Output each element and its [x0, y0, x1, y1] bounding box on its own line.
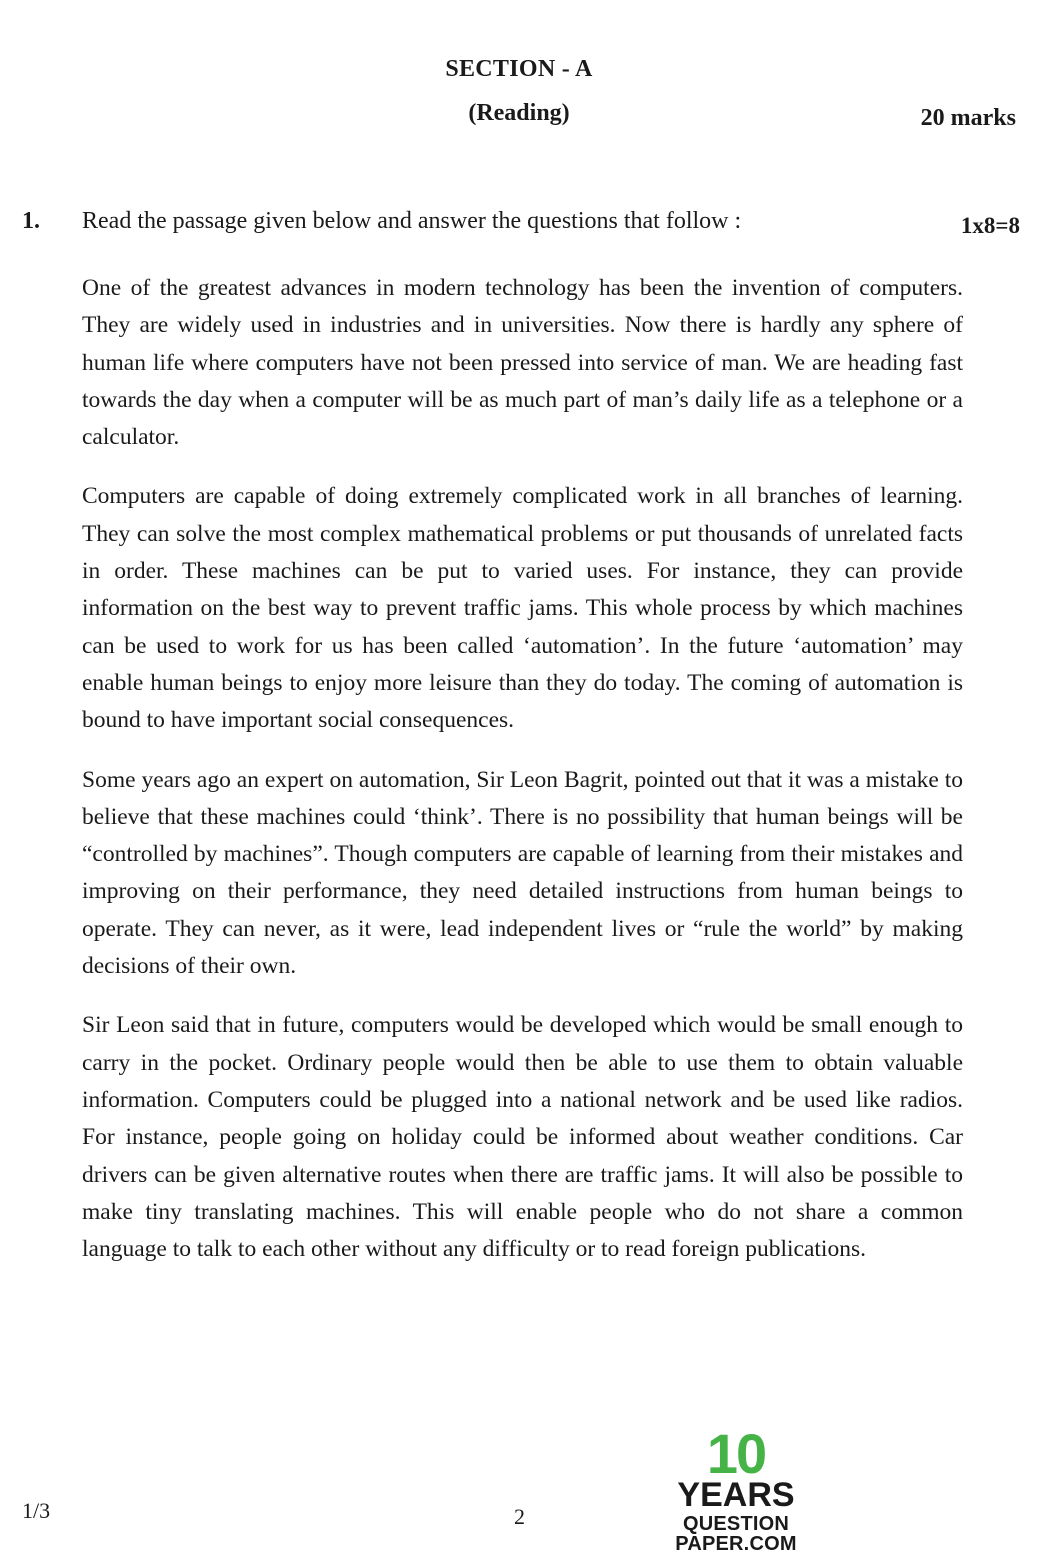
page-number: 2 [514, 1504, 525, 1529]
question-number: 1. [22, 208, 40, 234]
question-marks: 1x8=8 [960, 213, 1020, 238]
section-subtitle: (Reading) [468, 100, 570, 126]
watermark-years: YEARS [677, 1476, 795, 1514]
section-title: SECTION - A [445, 56, 593, 82]
reading-passage [82, 270, 963, 1290]
section-marks: 20 marks [920, 105, 1016, 131]
passage-paragraph: One of the greatest advances in modern technology has been the invention of computers. They are widely used in industries and in universities. Now there is hardly any sphere of human life where computers have not been pressed into service of man. We are heading fast towards the day when a computer will be as much part of man’s daily life as a telephone or a calculator. [82, 275, 963, 451]
passage-paragraph: Some years ago an expert on automation, Sir Leon Bagrit, pointed out that it was a mistake to believe that these machines could ‘think’. There is no possibility that human beings will be “controlled by machines”. Though computers are capable of learning from their mistakes and improving on their performance, they need detailed instructions from human beings to operate. They can never, as it were, lead independent lives or “rule the world” by making decisions of their own. [82, 766, 963, 980]
footer-page-code: 1/3 [22, 1498, 51, 1523]
passage-paragraph: Sir Leon said that in future, computers would be developed which would be small enough to carry in the pocket. Ordinary people would then be able to use them to obtain valuable information. Computers could be plugged into a national network and be used like radios. For instance, people going on holiday could be informed about weather conditions. Car drivers can be given alternative routes when there are traffic jams. It will also be possible to make tiny translating machines. This will enable people who do not share a common language to talk to each other without any difficulty or to read foreign publications. [82, 1012, 963, 1263]
passage-paragraph: Computers are capable of doing extremely complicated work in all branches of learning. They can solve the most complex mathematical problems or put thousands of unrelated facts in order. These machines can be put to varied uses. For instance, they can provide information on the best way to prevent traffic jams. This whole process by which machines can be used to work for us has been called ‘automation’. In the future ‘automation’ may enable human beings to enjoy more leisure than they do today. The coming of automation is bound to have important social consequences. [82, 483, 963, 734]
watermark-site: QUESTION PAPER.COM [675, 1513, 797, 1555]
watermark-logo [628, 1422, 844, 1555]
question-instruction: Read the passage given below and answer the questions that follow : [82, 208, 742, 234]
watermark-number: 10 [706, 1422, 766, 1485]
